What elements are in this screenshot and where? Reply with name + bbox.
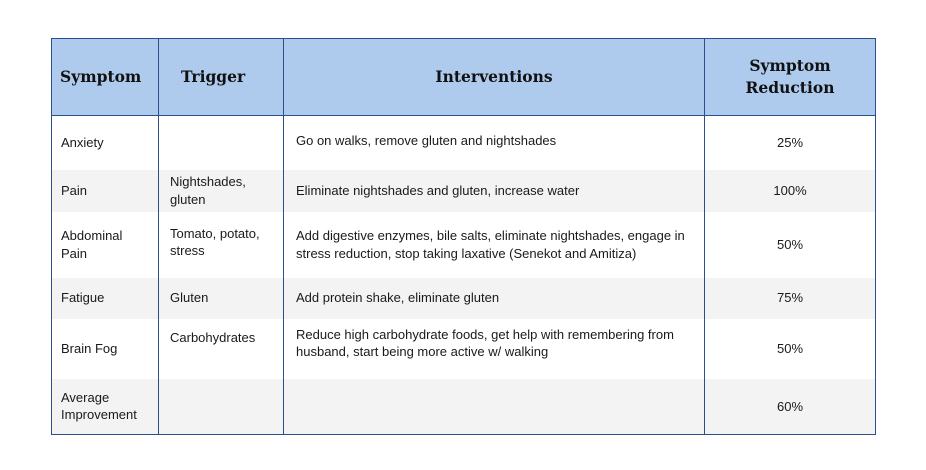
cell-symptom: Abdominal Pain bbox=[52, 212, 159, 278]
cell-trigger: Nightshades, gluten bbox=[159, 170, 284, 212]
cell-interventions: Add digestive enzymes, bile salts, eliminate nightshades, engage in stress reduction, stop taking laxative (Senekot and Amitiza) bbox=[284, 212, 705, 278]
header-interventions: Interventions bbox=[284, 39, 705, 116]
cell-interventions bbox=[284, 379, 705, 435]
cell-reduction: 25% bbox=[705, 116, 876, 170]
table-row bbox=[52, 116, 876, 170]
cell-reduction: 50% bbox=[705, 212, 876, 278]
cell-interventions: Eliminate nightshades and gluten, increase water bbox=[284, 170, 705, 212]
header-row bbox=[52, 39, 876, 116]
cell-interventions: Reduce high carbohydrate foods, get help with remembering from husband, start being more active w/ walking bbox=[284, 319, 705, 379]
header-reduction: Symptom Reduction bbox=[705, 39, 876, 116]
cell-reduction: 60% bbox=[705, 379, 876, 435]
table-row bbox=[52, 170, 876, 212]
cell-symptom: Anxiety bbox=[52, 116, 159, 170]
cell-trigger: Tomato, potato, stress bbox=[159, 212, 284, 278]
table-row bbox=[52, 212, 876, 278]
cell-reduction: 75% bbox=[705, 278, 876, 319]
header-symptom: Symptom bbox=[52, 39, 159, 116]
cell-symptom: Brain Fog bbox=[52, 319, 159, 379]
cell-trigger bbox=[159, 116, 284, 170]
table-row-average bbox=[52, 379, 876, 435]
cell-reduction: 100% bbox=[705, 170, 876, 212]
cell-interventions: Go on walks, remove gluten and nightshades bbox=[284, 116, 705, 170]
cell-symptom: Fatigue bbox=[52, 278, 159, 319]
cell-trigger: Carbohydrates bbox=[159, 319, 284, 379]
cell-symptom: Pain bbox=[52, 170, 159, 212]
symptom-table-container bbox=[51, 38, 875, 436]
table-row bbox=[52, 319, 876, 379]
table-row bbox=[52, 278, 876, 319]
header-trigger: Trigger bbox=[159, 39, 284, 116]
symptom-table bbox=[51, 38, 876, 435]
cell-reduction: 50% bbox=[705, 319, 876, 379]
cell-interventions: Add protein shake, eliminate gluten bbox=[284, 278, 705, 319]
cell-symptom: Average Improvement bbox=[52, 379, 159, 435]
cell-trigger: Gluten bbox=[159, 278, 284, 319]
cell-trigger bbox=[159, 379, 284, 435]
